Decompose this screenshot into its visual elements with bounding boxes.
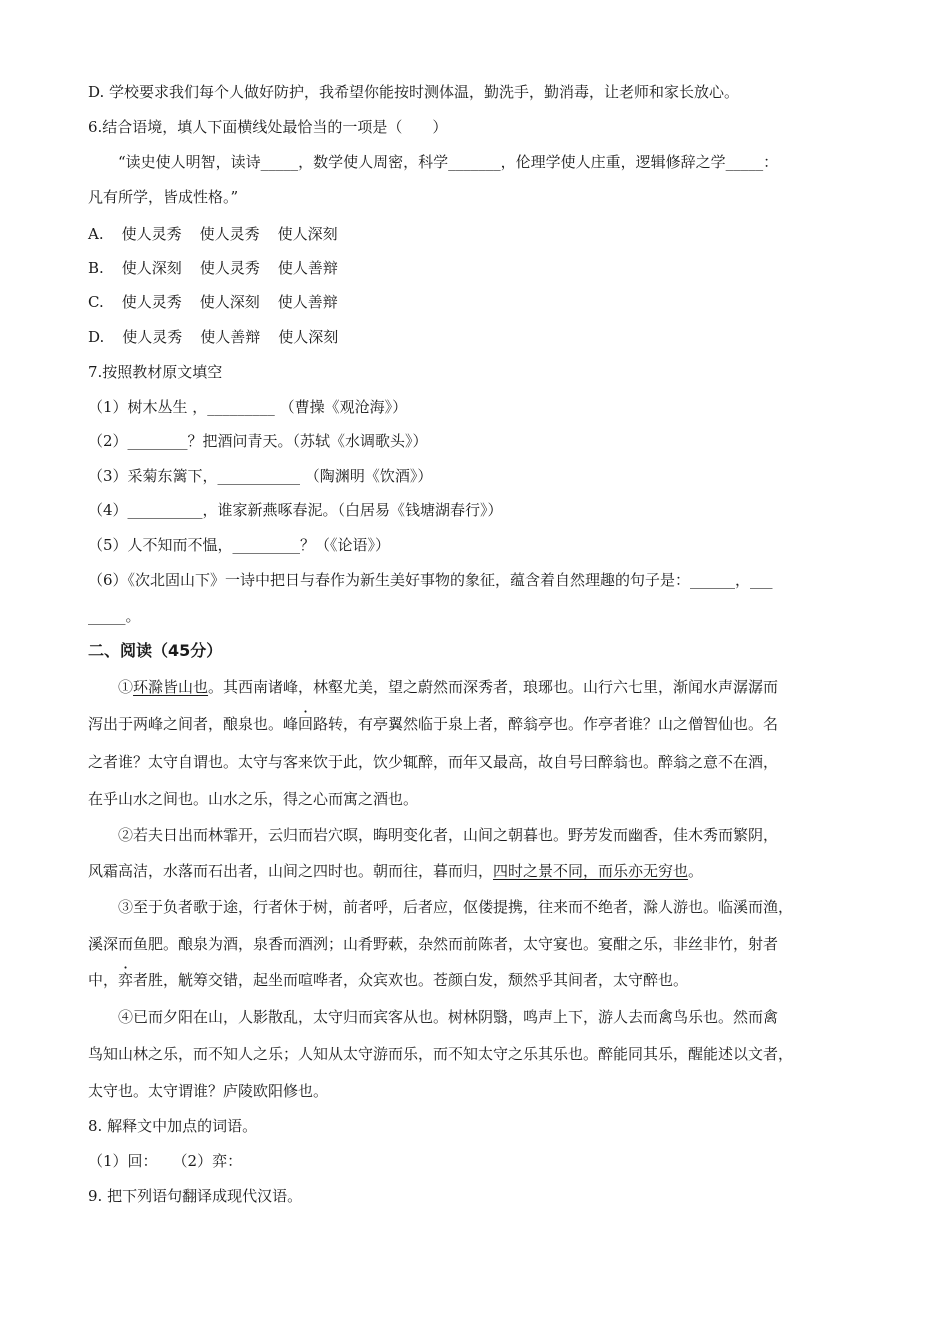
dotted-word-hui: 回 xyxy=(298,715,314,733)
passage-p4-line3: 太守也。太守谓谁？庐陵欧阳修也。 xyxy=(88,1082,329,1100)
passage-p2-line2 xyxy=(88,861,703,881)
option-part: 使人灵秀 xyxy=(122,328,183,346)
paragraph-number: ② xyxy=(118,826,134,844)
passage-p1-line4: 在乎山水之间也。山水之乐，得之心而寓之酒也。 xyxy=(88,790,419,808)
option-d-previous: D. 学校要求我们每个人做好防护，我希望你能按时测体温，勤洗手，勤消毒，让老师和家长放心。 xyxy=(88,83,740,101)
option-part: 使人深刻 xyxy=(277,225,338,243)
passage-p1-line2 xyxy=(88,714,778,734)
question-8-stem: 8. 解释文中加点的词语。 xyxy=(88,1117,258,1135)
passage-text: 已而夕阳在山，人影散乱，太守归而宾客从也。树林阴翳，鸣声上下，游人去而禽鸟乐也。然而禽 xyxy=(133,1008,779,1026)
question-9-stem: 9. 把下列语句翻译成现代汉语。 xyxy=(88,1187,303,1205)
passage-text: 。其西南诸峰，林壑尤美，望之蔚然而深秀者，琅琊也。山行六七里，渐闻水声潺潺而 xyxy=(208,678,779,696)
option-part: 使人善辩 xyxy=(277,259,338,277)
option-letter: A. xyxy=(88,225,104,243)
question-7-item-3: （3）采菊东篱下，___________ （陶渊明《饮酒》） xyxy=(88,467,433,485)
option-part: 使人深刻 xyxy=(121,259,182,277)
question-6-quote-line1: “读史使人明智，读诗_____，数学使人周密，科学_______，伦理学使人庄重，逻辑修辞之学_____： xyxy=(118,153,779,171)
passage-p3-line2: 溪深而鱼肥。酿泉为酒，泉香而酒洌；山肴野蔌，杂然而前陈者，太守宴也。宴酣之乐，非丝非竹，射者 xyxy=(88,935,779,953)
passage-p3-line3 xyxy=(88,970,688,990)
passage-text: 者胜，觥筹交错，起坐而喧哗者，众宾欢也。苍颜白发，颓然乎其间者，太守醉也。 xyxy=(133,971,689,989)
passage-text: 泻出于两峰之间者，酿泉也。峰 xyxy=(88,715,299,733)
section-reading-heading: 二、阅读（45分） xyxy=(88,641,223,660)
question-6-option-d xyxy=(88,327,356,347)
passage-p1-line1 xyxy=(118,677,778,697)
passage-p2-line1 xyxy=(118,825,778,845)
question-6-option-a xyxy=(88,224,356,244)
passage-text: 若夫日出而林霏开，云归而岩穴暝，晦明变化者，山间之朝暮也。野芳发而幽香，佳木秀而繁阴， xyxy=(133,826,779,844)
option-letter: C. xyxy=(88,293,104,311)
question-7-item-6: （6）《次北固山下》一诗中把日与春作为新生美好事物的象征，蕴含着自然理趣的句子是：______，___ xyxy=(88,571,773,589)
paragraph-number: ③ xyxy=(118,898,134,916)
option-part: 使人深刻 xyxy=(199,293,260,311)
option-part: 使人灵秀 xyxy=(121,293,182,311)
passage-text: 路转，有亭翼然临于泉上者，醉翁亭也。作亭者谁？山之僧智仙也。名 xyxy=(313,715,779,733)
question-6-option-b xyxy=(88,258,356,278)
option-letter: B. xyxy=(88,259,104,277)
dotted-word-yi: 弈 xyxy=(118,971,134,989)
passage-p1-line3: 之者谁？太守自谓也。太守与客来饮于此，饮少辄醉，而年又最高，故自号曰醉翁也。醉翁之意不在酒， xyxy=(88,753,779,771)
option-part: 使人灵秀 xyxy=(121,225,182,243)
question-7-item-5: （5）人不知而不愠，_________？（《论语》） xyxy=(88,536,391,554)
question-7-stem: 7.按照教材原文填空 xyxy=(88,363,223,381)
option-part: 使人灵秀 xyxy=(199,225,260,243)
question-7-item-1: （1）树木丛生 ，_________ （曹操《观沧海》） xyxy=(88,398,408,416)
option-part: 使人善辩 xyxy=(277,293,338,311)
question-6-option-c xyxy=(88,292,356,312)
passage-p3-line1 xyxy=(118,897,793,917)
option-letter: D. xyxy=(88,328,105,346)
passage-p4-line2: 鸟知山林之乐，而不知人之乐；人知从太守游而乐，而不知太守之乐其乐也。醉能同其乐，醒能述以文者， xyxy=(88,1045,794,1063)
question-7-item-6-continued: _____。 xyxy=(88,607,141,625)
passage-text: 。 xyxy=(688,862,704,880)
question-6-stem: 6.结合语境，填人下面横线处最恰当的一项是（ ） xyxy=(88,118,448,136)
question-6-quote-line2: 凡有所学，皆成性格。” xyxy=(88,188,239,206)
paragraph-number: ④ xyxy=(118,1008,134,1026)
underlined-sentence: 四时之景不同，而乐亦无穷也 xyxy=(493,862,689,880)
option-part: 使人灵秀 xyxy=(199,259,260,277)
option-part: 使人善辩 xyxy=(200,328,261,346)
paragraph-number: ① xyxy=(118,678,134,696)
question-7-item-4: （4）__________，谁家新燕啄春泥。（白居易《钱塘湖春行》） xyxy=(88,501,503,519)
passage-text: 中， xyxy=(88,971,119,989)
question-7-item-2: （2）________？把酒问青天。（苏轼《水调歌头》） xyxy=(88,432,428,450)
passage-text: 至于负者歌于途，行者休于树，前者呼，后者应，伛偻提携，往来而不绝者，滁人游也。临溪而渔， xyxy=(133,898,794,916)
question-8-items: （1）回： （2）弈： xyxy=(88,1152,243,1170)
passage-text: 风霜高洁，水落而石出者，山间之四时也。朝而往，暮而归， xyxy=(88,862,494,880)
passage-p4-line1 xyxy=(118,1007,778,1027)
underlined-sentence: 环滁皆山也 xyxy=(133,678,209,696)
option-part: 使人深刻 xyxy=(278,328,339,346)
